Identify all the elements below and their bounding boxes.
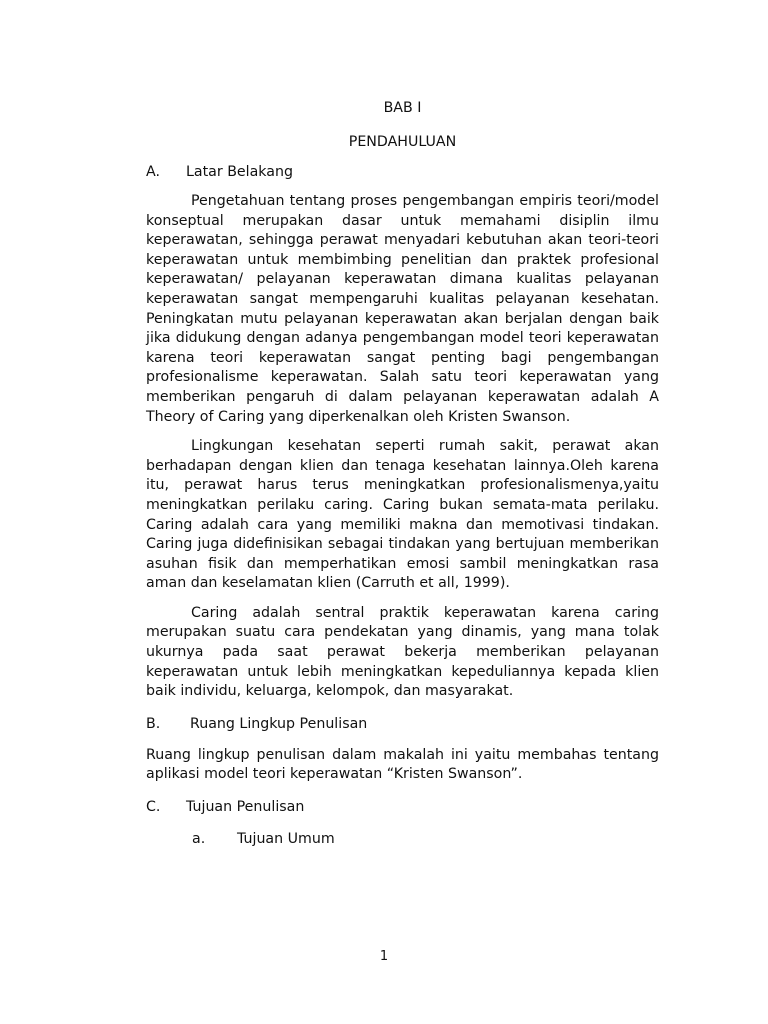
page-number: 1 xyxy=(379,949,389,964)
paragraph: Caring adalah sentral praktik keperawatan karena caring merupakan suatu cara pendekatan yang dinamis, yang mana tolak ukurnya pada saat perawat bekerja memberikan pelayanan keperawatan untuk lebih meningkatkan kepeduliannya kepada klien baik individu, keluarga, kelompok, dan masyarakat. xyxy=(146,604,659,700)
paragraph: Pengetahuan tentang proses pengembangan empiris teori/model konseptual merupakan dasar untuk memahami disiplin ilmu keperawatan, sehingga perawat menyadari kebutuhan akan teori-teori keperawatan untuk membimbing penelitian dan praktek profesional keperawatan/ pelayanan keperawatan dimana kualitas pelayanan keperawatan sangat mempengaruhi kualitas pelayanan kesehatan. Peningkatan mutu pelayanan keperawatan akan berjalan dengan baik jika didukung dengan adanya pengembangan model teori keperawatan karena teori keperawatan sangat penting bagi pengembangan profesionalisme keperawatan. Salah satu teori keperawatan yang memberikan pengaruh di dalam pelayanan keperawatan adalah A Theory of Caring yang diperkenalkan oleh Kristen Swanson. xyxy=(146,193,659,425)
section-title: Tujuan Penulisan xyxy=(186,799,305,816)
subsection-heading xyxy=(146,829,659,849)
section-number: B. xyxy=(146,715,161,732)
section-a-heading xyxy=(146,162,659,182)
section-c-heading xyxy=(146,797,659,817)
section-number: A. xyxy=(146,164,160,180)
page-content xyxy=(146,98,659,849)
section-b-heading xyxy=(146,714,659,734)
subsection-title: Tujuan Umum xyxy=(237,831,335,848)
paragraph: Ruang lingkup penulisan dalam makalah ini yaitu membahas tentang aplikasi model teori keperawatan “Kristen Swanson”. xyxy=(146,746,659,783)
chapter-label: BAB I xyxy=(383,100,422,116)
subsection-number: a. xyxy=(192,831,206,848)
chapter-title: PENDAHULUAN xyxy=(348,134,457,150)
section-title: Ruang Lingkup Penulisan xyxy=(190,715,368,732)
paragraph: Lingkungan kesehatan seperti rumah sakit, perawat akan berhadapan dengan klien dan tenaga kesehatan lainnya.Oleh karena itu, perawat harus terus meningkatkan profesionalismenya,yaitu meningkatkan perilaku caring. Caring bukan semata-mata perilaku. Caring adalah cara yang memiliki makna dan memotivasi tindakan. Caring juga didefinisikan sebagai tindakan yang bertujuan memberikan asuhan fisik dan memperhatikan emosi sambil meningkatkan rasa aman dan keselamatan klien (Carruth et all, 1999). xyxy=(146,438,659,592)
section-number: C. xyxy=(146,799,161,816)
section-title: Latar Belakang xyxy=(186,164,293,180)
